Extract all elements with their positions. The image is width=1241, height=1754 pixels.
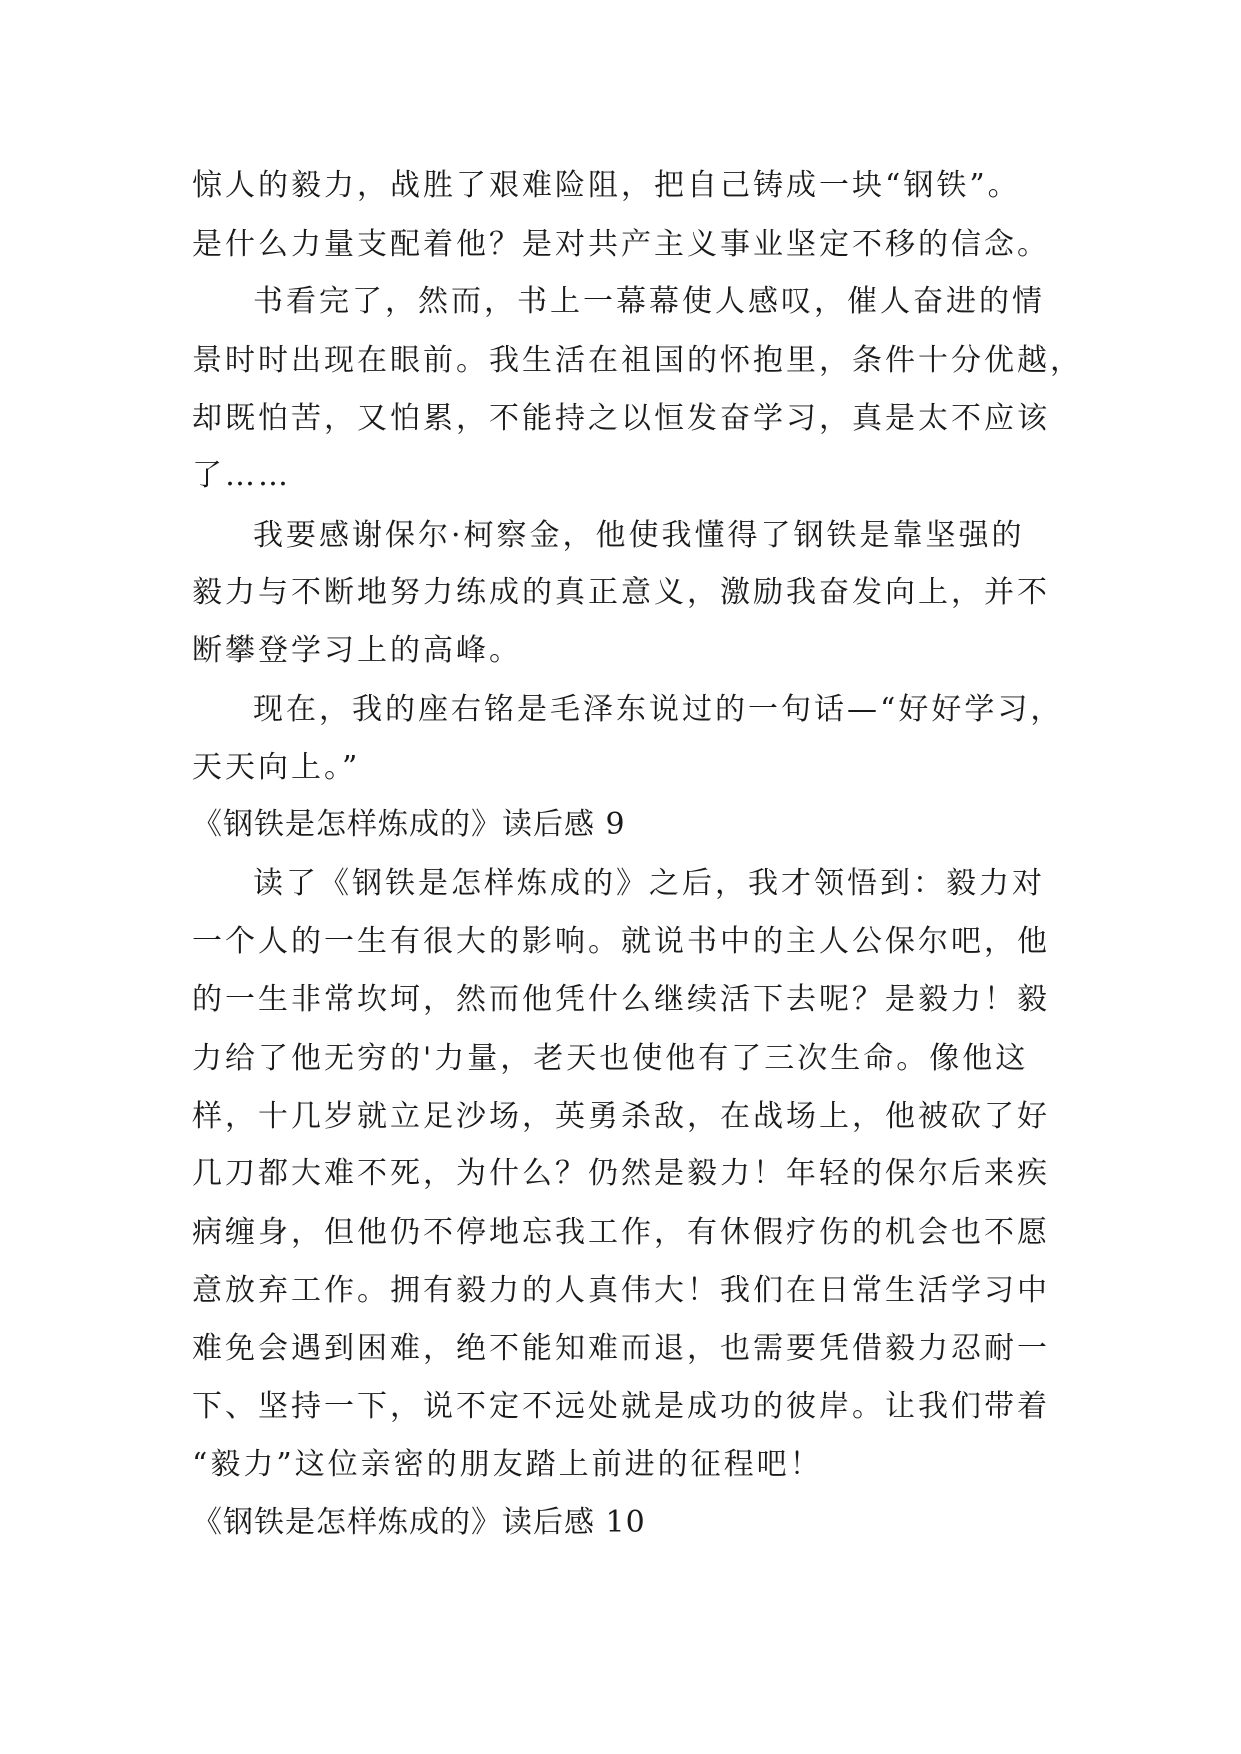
text-line: 下、坚持一下，说不定不远处就是成功的彼岸。让我们带着	[192, 1389, 1050, 1424]
text-line: 毅力与不断地努力练成的真正意义，激励我奋发向上，并不	[192, 575, 1050, 610]
text-line: 惊人的毅力，战胜了艰难险阻，把自己铸成一块“钢铁”。	[192, 168, 1021, 203]
text-line: 几刀都大难不死，为什么？仍然是毅力！年轻的保尔后来疾	[192, 1156, 1050, 1191]
text-line: 意放弃工作。拥有毅力的人真伟大！我们在日常生活学习中	[192, 1273, 1050, 1308]
text-line: 却既怕苦，又怕累，不能持之以恒发奋学习，真是太不应该	[192, 401, 1050, 436]
text-line: 现在，我的座右铭是毛泽东说过的一句话—“好好学习，	[253, 692, 1064, 727]
text-line: 难免会遇到困难，绝不能知难而退，也需要凭借毅力忍耐一	[192, 1331, 1050, 1366]
text-line: 力给了他无穷的'力量，老天也使他有了三次生命。像他这	[192, 1041, 1029, 1076]
text-line: 一个人的一生有很大的影响。就说书中的主人公保尔吧，他	[192, 924, 1050, 959]
text-line: 病缠身，但他仍不停地忘我工作，有休假疗伤的机会也不愿	[192, 1215, 1050, 1250]
text-line: 是什么力量支配着他？是对共产主义事业坚定不移的信念。	[192, 227, 1050, 262]
text-line: “毅力”这位亲密的朋友踏上前进的征程吧！	[192, 1447, 823, 1482]
text-line: 样，十几岁就立足沙场，英勇杀敌，在战场上，他被砍了好	[192, 1099, 1050, 1134]
text-line: 天天向上。”	[192, 750, 361, 785]
text-line: 我要感谢保尔·柯察金，他使我懂得了钢铁是靠坚强的	[253, 518, 1025, 553]
section-heading: 《钢铁是怎样炼成的》读后感 9	[192, 807, 626, 842]
text-line: 书看完了，然而，书上一幕幕使人感叹，催人奋进的情	[253, 284, 1045, 319]
text-line: 读了《钢铁是怎样炼成的》之后，我才领悟到：毅力对	[253, 866, 1045, 901]
text-line: 的一生非常坎坷，然而他凭什么继续活下去呢？是毅力！毅	[192, 982, 1050, 1017]
text-line: 断攀登学习上的高峰。	[192, 633, 522, 668]
section-heading: 《钢铁是怎样炼成的》读后感 10	[192, 1505, 646, 1540]
text-line: 景时时出现在眼前。我生活在祖国的怀抱里，条件十分优越，	[192, 343, 1083, 378]
text-line: 了……	[192, 458, 291, 493]
